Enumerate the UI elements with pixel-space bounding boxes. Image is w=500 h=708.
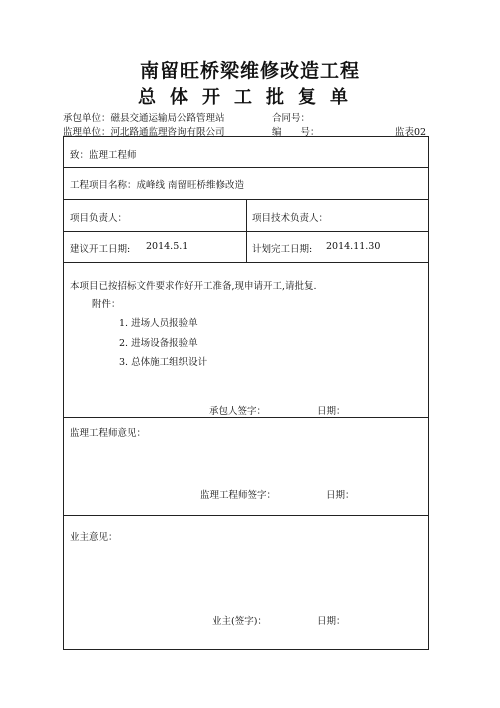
attachment-item: 3. 总体施工组织设计 [119,357,208,368]
row-divider [64,417,428,418]
row-divider [64,167,428,168]
document-title: 南留旺桥梁维修改造工程 [139,60,360,82]
supervisor-label: 监理单位： [63,127,111,138]
end-date-label: 计划完工日期: [252,244,313,255]
row-divider [64,262,428,263]
contractor-date-label: 日期： [317,406,346,417]
project-name-value: 成峰线 南留旺桥维修改造 [136,180,245,191]
engineer-signature-label: 监理工程师签字： [200,490,277,501]
owner-signature-label: 业主(签字)： [212,616,267,627]
row-divider [64,515,428,516]
engineer-date-label: 日期： [326,490,355,501]
start-date-label: 建议开工日期: [70,244,131,255]
attachments-label: 附件： [92,299,121,310]
contractor-line [63,110,225,124]
attachment-item: 1. 进场人员报验单 [119,318,198,329]
owner-date-label: 日期： [317,616,346,627]
project-name-line [70,177,244,191]
to-line: 致：监理工程师 [70,150,137,161]
serial-label: 编 号： [272,127,320,138]
owner-opinion-label: 业主意见： [70,532,118,543]
supervisor-value: 河北路通监理咨询有限公司 [110,127,225,138]
project-name-label: 工程项目名称： [70,180,137,191]
approval-form-table [63,136,429,650]
application-text: 本项目已按招标文件要求作好开工准备,现申请开工,请批复. [70,281,317,292]
column-divider [246,199,247,262]
end-date-value: 2014.11.30 [326,241,381,252]
project-manager-label: 项目负责人： [70,213,128,224]
contract-no-label: 合同号： [272,113,311,124]
contractor-label: 承包单位： [63,113,111,124]
engineer-opinion-label: 监理工程师意见： [70,428,147,439]
start-date-value: 2014.5.1 [146,241,189,252]
document-subtitle: 总体开工批复单 [138,87,362,108]
form-code: 监表02 [395,127,427,138]
tech-manager-label: 项目技术负责人： [252,213,329,224]
attachment-item: 2. 进场设备报验单 [119,338,198,349]
contractor-value: 磁县交通运输局公路管理站 [110,113,225,124]
contractor-signature-label: 承包人签字： [209,406,267,417]
